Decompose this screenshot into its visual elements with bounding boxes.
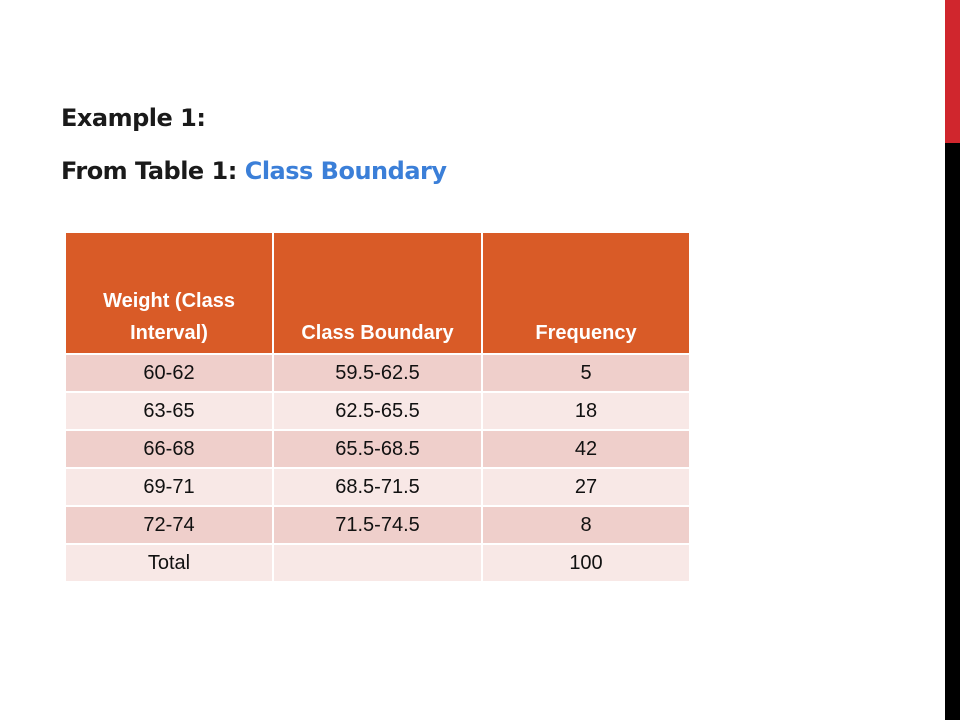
cell-boundary: 59.5-62.5: [273, 354, 482, 392]
cell-total-frequency: 100: [482, 544, 690, 582]
cell-interval: 60-62: [65, 354, 273, 392]
right-edge-accent: [945, 0, 960, 143]
frequency-table: [64, 231, 691, 583]
header-class-boundary: Class Boundary: [273, 232, 482, 354]
cell-boundary: 68.5-71.5: [273, 468, 482, 506]
cell-frequency: 42: [482, 430, 690, 468]
subtitle-highlight: Class Boundary: [244, 157, 447, 185]
table-row: [65, 354, 690, 392]
table-row: [65, 506, 690, 544]
cell-interval: 63-65: [65, 392, 273, 430]
cell-interval: 69-71: [65, 468, 273, 506]
cell-interval: 66-68: [65, 430, 273, 468]
cell-interval: 72-74: [65, 506, 273, 544]
cell-frequency: 18: [482, 392, 690, 430]
cell-boundary: 71.5-74.5: [273, 506, 482, 544]
table-subtitle: [61, 157, 447, 185]
table-row: [65, 392, 690, 430]
table-row: [65, 468, 690, 506]
header-frequency: Frequency: [482, 232, 690, 354]
subtitle-prefix: From Table 1:: [61, 157, 245, 185]
header-weight: Weight (Class Interval): [65, 232, 273, 354]
right-edge-bar: [945, 0, 960, 720]
cell-total-label: Total: [65, 544, 273, 582]
table-header-row: [65, 232, 690, 354]
example-title: Example 1:: [61, 104, 206, 132]
cell-frequency: 5: [482, 354, 690, 392]
cell-total-boundary: [273, 544, 482, 582]
cell-boundary: 62.5-65.5: [273, 392, 482, 430]
cell-frequency: 8: [482, 506, 690, 544]
cell-frequency: 27: [482, 468, 690, 506]
cell-boundary: 65.5-68.5: [273, 430, 482, 468]
table-row: [65, 430, 690, 468]
table-total-row: [65, 544, 690, 582]
